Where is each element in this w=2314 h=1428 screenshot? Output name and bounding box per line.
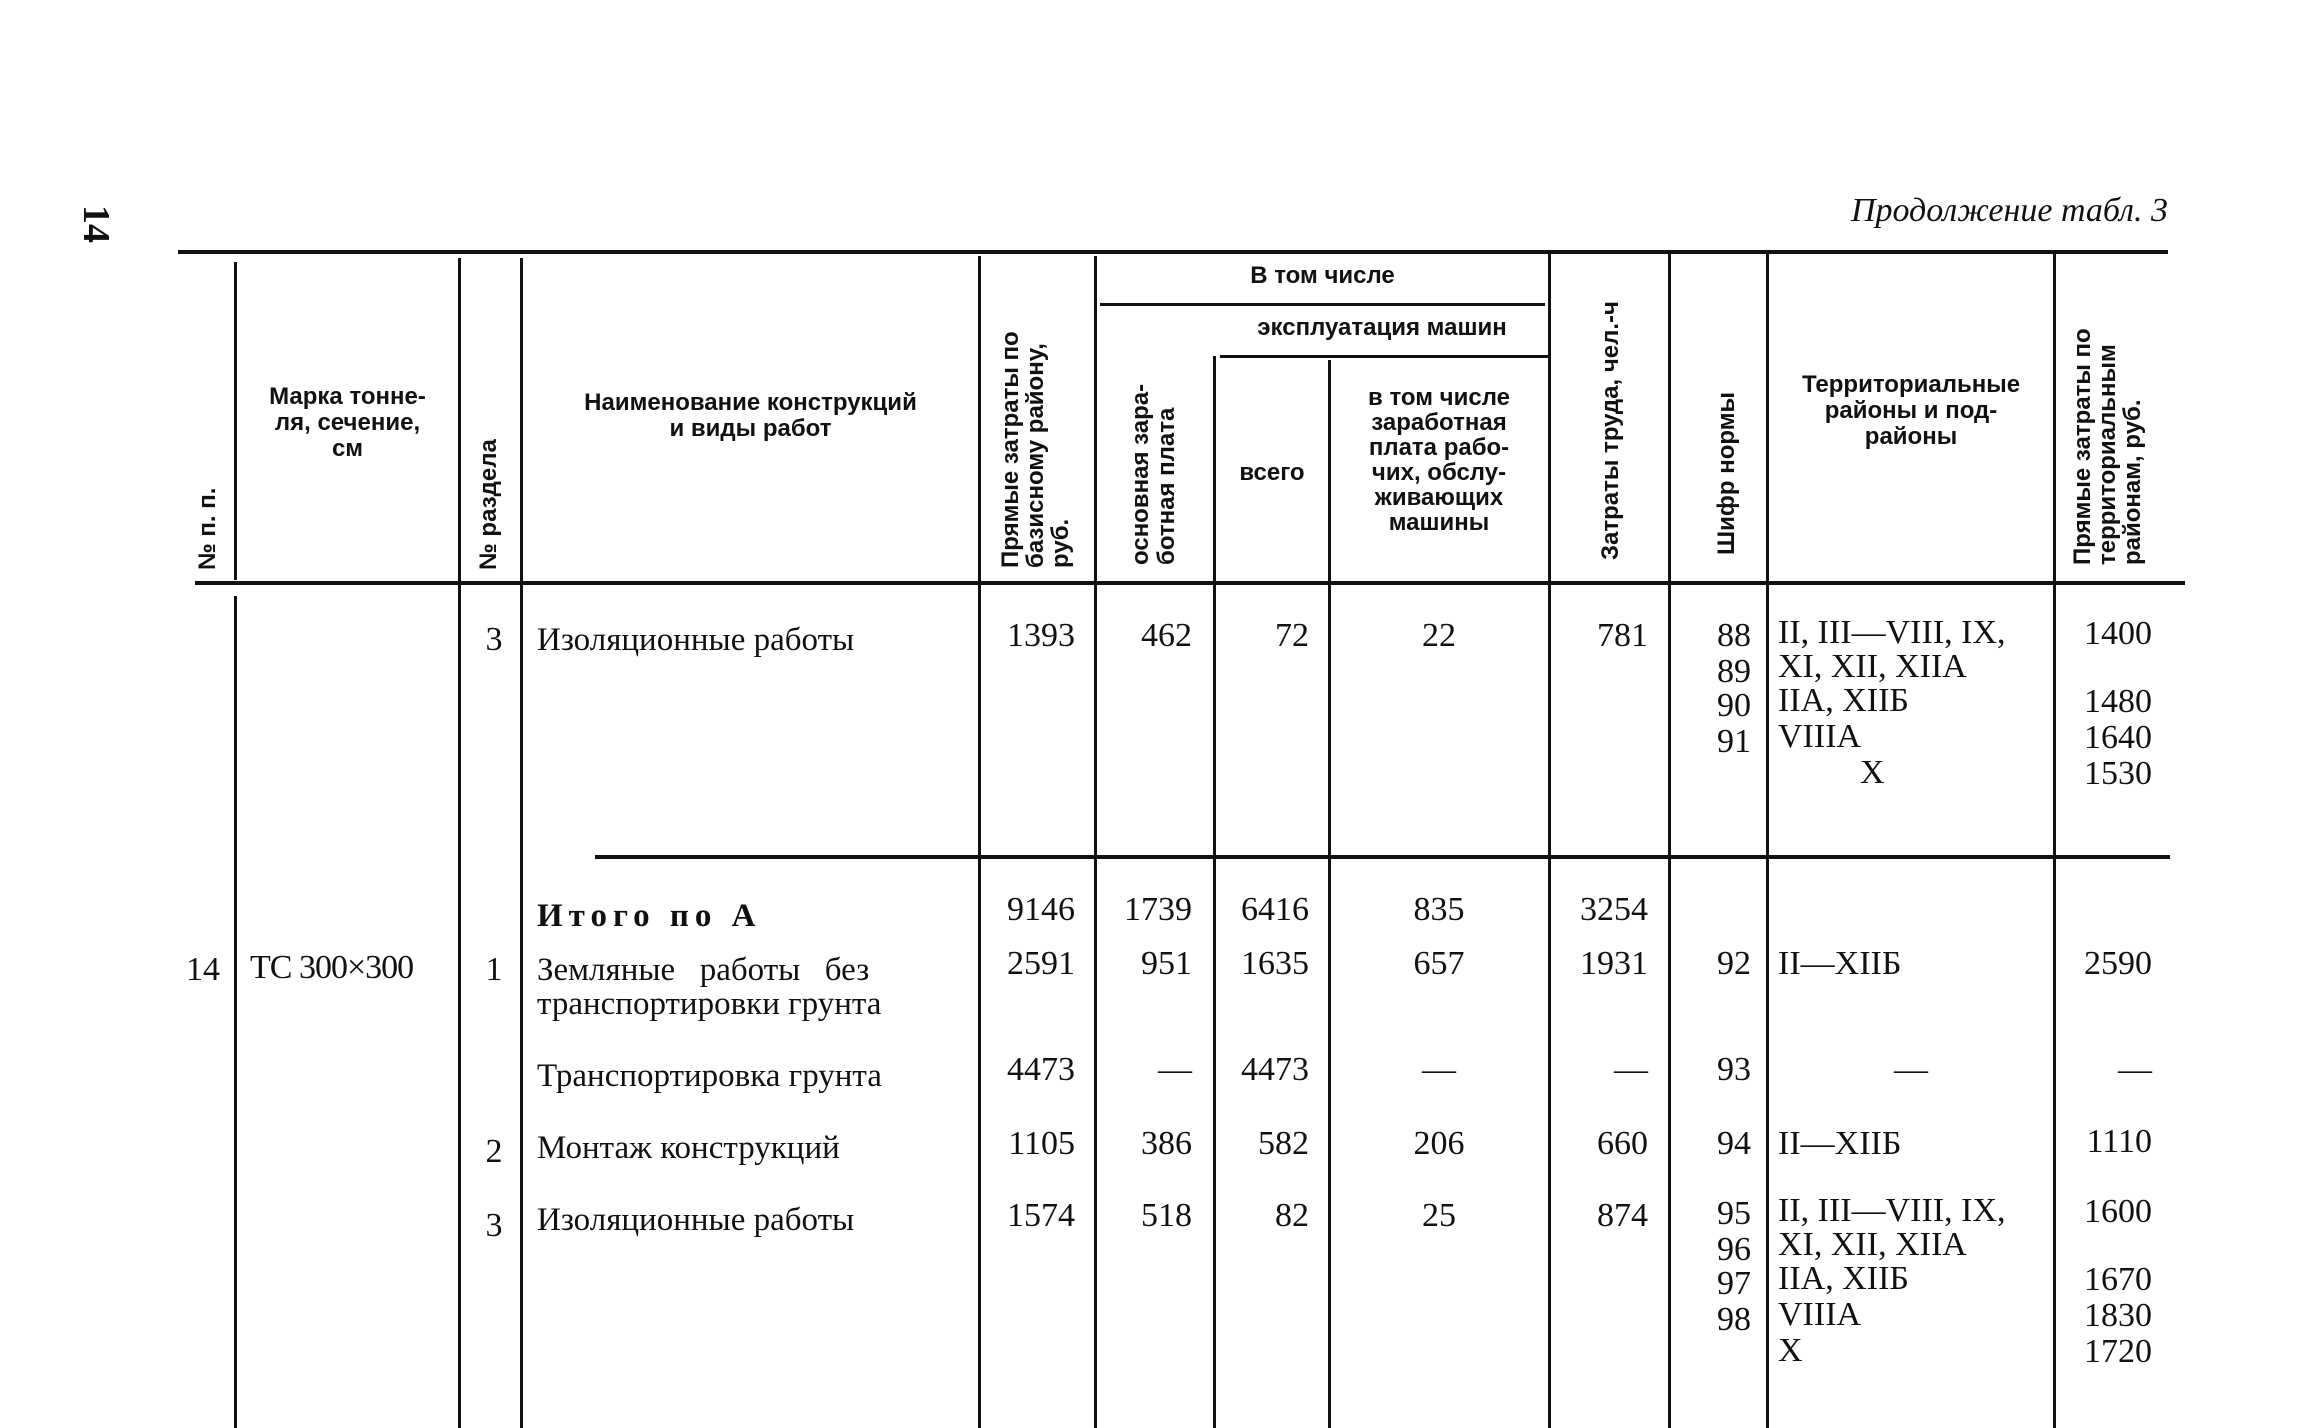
row4-code: 94 <box>1717 1125 1751 1162</box>
row3-direct-regions: — <box>2118 1051 2152 1088</box>
row4-direct-regions: 1110 <box>2086 1123 2152 1160</box>
row4-regions: II—XIIБ <box>1778 1125 1902 1162</box>
row4-machines-total: 582 <box>1258 1125 1309 1162</box>
subtotal-machines-total: 6416 <box>1241 891 1309 928</box>
row2-labor: 1931 <box>1580 945 1648 982</box>
header-direct-costs-regions: Прямые затраты по территориальным районам, руб. <box>2069 328 2146 565</box>
col-rule-4 <box>978 256 981 1428</box>
row3-labor: — <box>1614 1051 1648 1088</box>
row2-wage: 951 <box>1141 945 1192 982</box>
col-rule-8 <box>1548 254 1551 1428</box>
subtotal-direct: 9146 <box>1007 891 1075 928</box>
row2-name-line2: транспортировки грунта <box>537 986 882 1022</box>
row5-machines-total: 82 <box>1275 1197 1309 1234</box>
row2-code: 92 <box>1717 945 1751 982</box>
header-row-number: № п. п. <box>194 487 221 570</box>
table-top-rule <box>178 250 2168 254</box>
header-machine-operation: эксплуатация машин <box>1257 314 1507 341</box>
header-machine-wage: в том числе заработная плата рабо- чих, обслу- живающих машины <box>1368 384 1510 536</box>
row1-wage: 462 <box>1141 617 1192 654</box>
row2-name-line1: Земляные работы без <box>537 952 870 988</box>
row2-machine-wage: 657 <box>1413 945 1465 982</box>
subtotal-machine-wage: 835 <box>1413 891 1465 928</box>
col-rule-1 <box>234 262 237 580</box>
row5-regions: II, III—VIII, IX, XI, XII, XIIA IIA, XIIБ VIIIA X <box>1778 1192 2006 1369</box>
row2-number: 14 <box>186 951 220 988</box>
row4-wage: 386 <box>1141 1125 1192 1162</box>
subtotal-labor: 3254 <box>1580 891 1648 928</box>
row3-machines-total: 4473 <box>1241 1051 1309 1088</box>
row3-direct: 4473 <box>1007 1051 1075 1088</box>
row2-regions: II—XIIБ <box>1778 945 1902 982</box>
col-rule-9 <box>1668 254 1671 1428</box>
subtotal-name: Итого по А <box>537 898 762 934</box>
row3-regions: — <box>1894 1051 1928 1088</box>
header-labor-cost: Затраты труда, чел.-ч <box>1597 301 1624 560</box>
col-rule-2 <box>458 258 461 1428</box>
row5-name: Изоляционные работы <box>537 1202 855 1238</box>
col-rule-11 <box>2053 254 2056 1428</box>
row3-machine-wage: — <box>1422 1051 1456 1088</box>
header-section-number: № раздела <box>475 439 502 570</box>
row1-direct: 1393 <box>1007 617 1075 654</box>
row2-machines-total: 1635 <box>1241 945 1309 982</box>
row4-section: 2 <box>485 1133 503 1170</box>
row2-direct: 2591 <box>1007 945 1075 982</box>
row2-section: 1 <box>485 951 503 988</box>
row5-machine-wage: 25 <box>1422 1197 1456 1234</box>
header-including: В том числе <box>1250 262 1395 289</box>
header-direct-costs: Прямые затраты по базисному району, руб. <box>997 331 1074 568</box>
row3-name: Транспортировка грунта <box>537 1058 882 1094</box>
subtotal-rule <box>595 855 2170 859</box>
row1-direct-regions: 1400 1480 1640 1530 <box>2084 615 2152 792</box>
row1-regions: II, III—VIII, IX, XI, XII, XIIA IIA, XIIБ VIIIA X <box>1778 614 2006 791</box>
row5-section: 3 <box>485 1207 503 1244</box>
row3-wage: — <box>1158 1051 1192 1088</box>
page-number: 14 <box>75 205 117 243</box>
header-machines-total: всего <box>1239 459 1305 486</box>
row3-code: 93 <box>1717 1051 1751 1088</box>
col-rule-1b <box>234 596 237 1428</box>
row1-labor: 781 <box>1597 617 1648 654</box>
col-rule-10 <box>1766 254 1769 1428</box>
header-norm-code: Шифр нормы <box>1713 392 1740 555</box>
col-rule-6 <box>1213 356 1216 1428</box>
subtotal-wage: 1739 <box>1124 891 1192 928</box>
col-rule-3 <box>520 258 523 1428</box>
header-tunnel-brand: Марка тонне- ля, сечение, см <box>269 383 426 462</box>
row4-labor: 660 <box>1597 1125 1648 1162</box>
table-continuation-label: Продолжение табл. 3 <box>1850 192 2168 229</box>
row5-wage: 518 <box>1141 1197 1192 1234</box>
row5-labor: 874 <box>1597 1197 1648 1234</box>
row1-name: Изоляционные работы <box>537 622 855 658</box>
row1-machine-wage: 22 <box>1422 617 1456 654</box>
header-work-name: Наименование конструкций и виды работ <box>584 389 917 442</box>
header-base-wage: основная зара- ботная плата <box>1127 383 1180 565</box>
row2-direct-regions: 2590 <box>2084 945 2152 982</box>
including-rule <box>1100 303 1545 306</box>
header-regions: Территориальные районы и под- районы <box>1801 371 2021 450</box>
col-rule-5 <box>1094 256 1097 1428</box>
machines-rule <box>1220 355 1548 358</box>
row2-tunnel-brand: TC 300×300 <box>250 949 414 986</box>
row4-name: Монтаж конструкций <box>537 1130 840 1166</box>
row4-direct: 1105 <box>1008 1125 1075 1162</box>
row5-codes: 95 96 97 98 <box>1717 1195 1751 1338</box>
col-rule-7 <box>1328 360 1331 1428</box>
header-bottom-rule <box>195 581 2185 585</box>
row1-section: 3 <box>485 621 503 658</box>
row1-machines-total: 72 <box>1275 617 1309 654</box>
row1-codes: 88 89 90 91 <box>1717 617 1751 760</box>
row4-machine-wage: 206 <box>1413 1125 1465 1162</box>
row5-direct-regions: 1600 1670 1830 1720 <box>2084 1193 2152 1370</box>
row5-direct: 1574 <box>1007 1197 1075 1234</box>
